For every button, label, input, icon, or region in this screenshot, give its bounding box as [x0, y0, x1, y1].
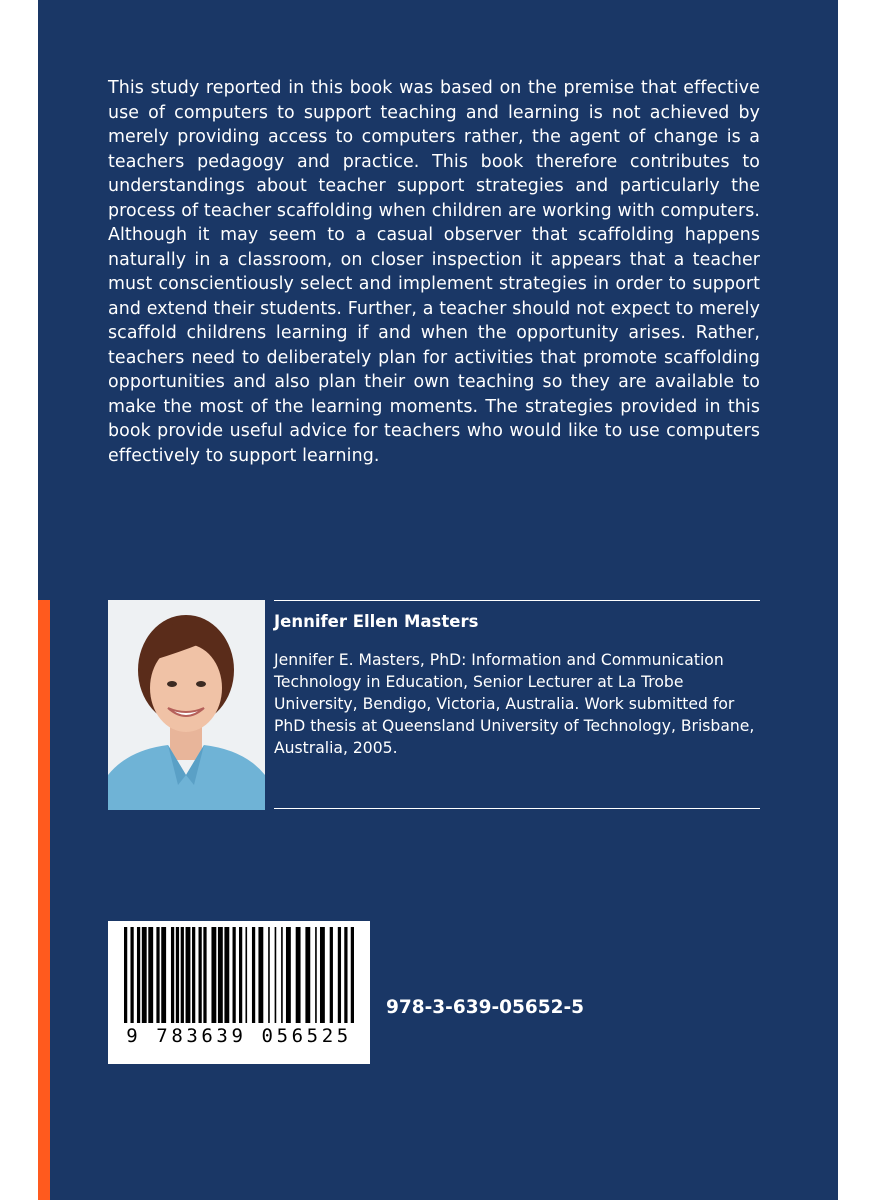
accent-stripe — [38, 600, 50, 1200]
barcode-bar — [305, 927, 310, 1023]
author-bio: Jennifer E. Masters, PhD: Information and Communication Technology in Education, Senior Lecturer at La Trobe University, Bendigo, Victoria, Australia. Work submitted for PhD thesis at Queensland University of Technology, Brisbane, Australia, 2005. — [274, 651, 755, 757]
barcode — [108, 921, 370, 1064]
barcode-bar — [315, 927, 317, 1023]
barcode-bar — [124, 927, 127, 1023]
barcode-bar — [258, 927, 263, 1023]
barcode-bar — [233, 927, 236, 1023]
barcode-bar — [186, 927, 191, 1023]
barcode-bar — [224, 927, 229, 1023]
barcode-bar — [192, 927, 195, 1023]
barcode-bar — [176, 927, 179, 1023]
barcode-bar — [330, 927, 333, 1023]
barcode-bar — [148, 927, 153, 1023]
barcode-bar — [142, 927, 147, 1023]
author-top-rule — [274, 600, 760, 601]
barcode-bar — [211, 927, 216, 1023]
barcode-bar — [130, 927, 133, 1023]
barcode-bar — [320, 927, 325, 1023]
barcode-bar — [252, 927, 255, 1023]
barcode-bar — [156, 927, 159, 1023]
barcode-bar — [245, 927, 247, 1023]
barcode-bar — [351, 927, 354, 1023]
barcode-bar — [296, 927, 301, 1023]
barcode-bar — [344, 927, 347, 1023]
book-blurb: This study reported in this book was based on the premise that effective use of computers to support teaching and learning is not achieved by merely providing access to computers rather, the agent of change is a teachers pedagogy and practice. This book therefore contributes to understandings about teacher support strategies and particularly the process of teacher scaffolding when children are working with computers. Although it may seem to a casual observer that scaffolding happens naturally in a classroom, on closer inspection it appears that a teacher must conscientiously select and implement strategies in order to support and extend their students. Further, a teacher should not expect to merely scaffold childrens learning if and when the opportunity arises. Rather, teachers need to deliberately plan for activities that promote scaffolding opportunities and also plan their own teaching so they are available to make the most of the learning moments. The strategies provided in this book provide useful advice for teachers who would like to use computers effectively to support learning. — [108, 78, 760, 466]
barcode-bar — [239, 927, 242, 1023]
author-name: Jennifer Ellen Masters — [274, 612, 479, 631]
barcode-bar — [338, 927, 341, 1023]
barcode-bar — [161, 927, 166, 1023]
barcode-bar — [199, 927, 202, 1023]
isbn-number: 978-3-639-05652-5 — [386, 997, 585, 1018]
author-bottom-rule — [274, 808, 760, 809]
barcode-bar — [203, 927, 206, 1023]
barcode-bar — [218, 927, 223, 1023]
barcode-bar — [181, 927, 184, 1023]
barcode-bar — [281, 927, 283, 1023]
author-photo — [108, 600, 265, 810]
barcode-bar — [268, 927, 270, 1023]
barcode-bar — [171, 927, 174, 1023]
barcode-bar — [275, 927, 277, 1023]
barcode-bar — [286, 927, 291, 1023]
barcode-bars — [108, 921, 370, 1025]
barcode-bar — [137, 927, 140, 1023]
barcode-digits: 9 783639 056525 — [126, 1025, 352, 1047]
